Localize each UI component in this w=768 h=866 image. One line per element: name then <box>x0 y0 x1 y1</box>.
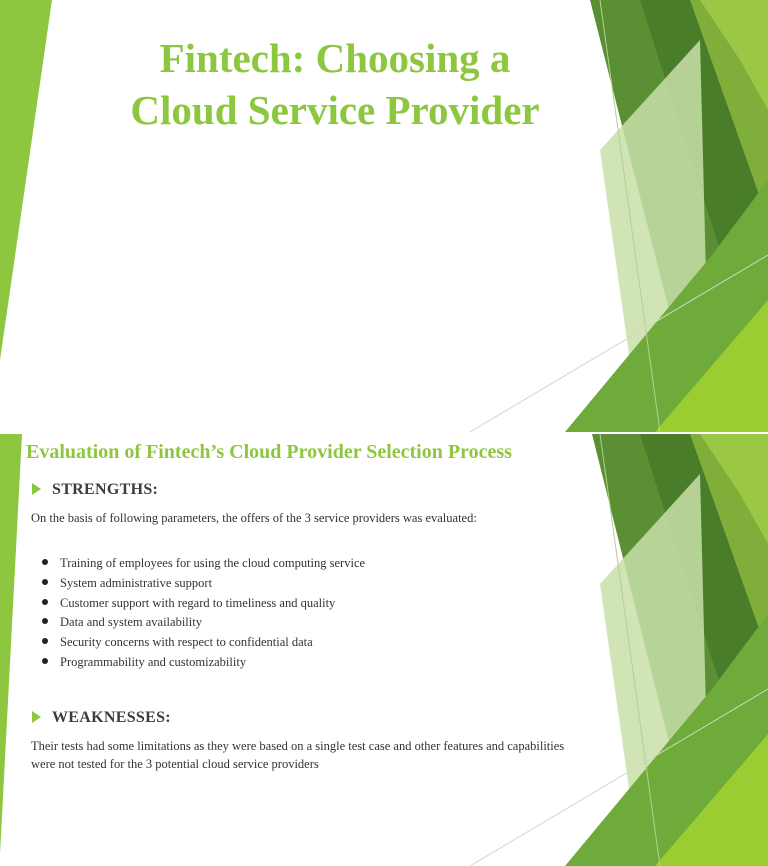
list-item <box>42 613 365 633</box>
parameter-list <box>42 554 365 673</box>
list-item-text: Training of employees for using the cloud computing service <box>60 556 366 570</box>
list-item-text: Security concerns with respect to confidential data <box>60 635 313 650</box>
bullet-dot-icon <box>42 658 48 664</box>
title-line-2: Cloud Service Provider <box>130 87 540 133</box>
slide-title: Evaluation of Fintech’s Cloud Provider Selection Process <box>26 441 512 463</box>
list-item-text: Data and system availability <box>60 615 202 630</box>
weaknesses-heading-label: WEAKNESSES: <box>52 709 171 726</box>
presentation-title <box>60 32 610 136</box>
strengths-heading-label: STRENGTHS: <box>52 481 159 498</box>
triangle-bullet-icon <box>32 483 41 495</box>
weaknesses-text: Their tests had some limitations as they were based on a single test case and other features and capabilities were not tested for the 3 potential cloud service providers <box>31 739 565 771</box>
list-item-text: System administrative support <box>60 575 213 590</box>
bullet-dot-icon <box>42 599 48 605</box>
list-item <box>42 653 365 673</box>
title-slide <box>0 0 768 432</box>
intro-text: On the basis of following parameters, the offers of the 3 service providers was evaluated: <box>31 511 477 525</box>
list-item-text: Programmability and customizability <box>60 654 247 669</box>
bullet-dot-icon <box>42 618 48 624</box>
bullet-dot-icon <box>42 638 48 644</box>
weaknesses-heading <box>32 709 171 727</box>
strengths-heading <box>32 481 158 499</box>
list-item <box>42 574 365 594</box>
list-item-text: Customer support with regard to timeliness and quality <box>60 595 336 610</box>
list-item <box>42 633 365 653</box>
bullet-dot-icon <box>42 579 48 585</box>
list-item <box>42 554 365 574</box>
bullet-dot-icon <box>42 559 48 565</box>
evaluation-slide <box>0 434 768 866</box>
title-line-1: Fintech: Choosing a <box>159 35 511 81</box>
list-item <box>42 594 365 614</box>
triangle-bullet-icon <box>32 711 41 723</box>
